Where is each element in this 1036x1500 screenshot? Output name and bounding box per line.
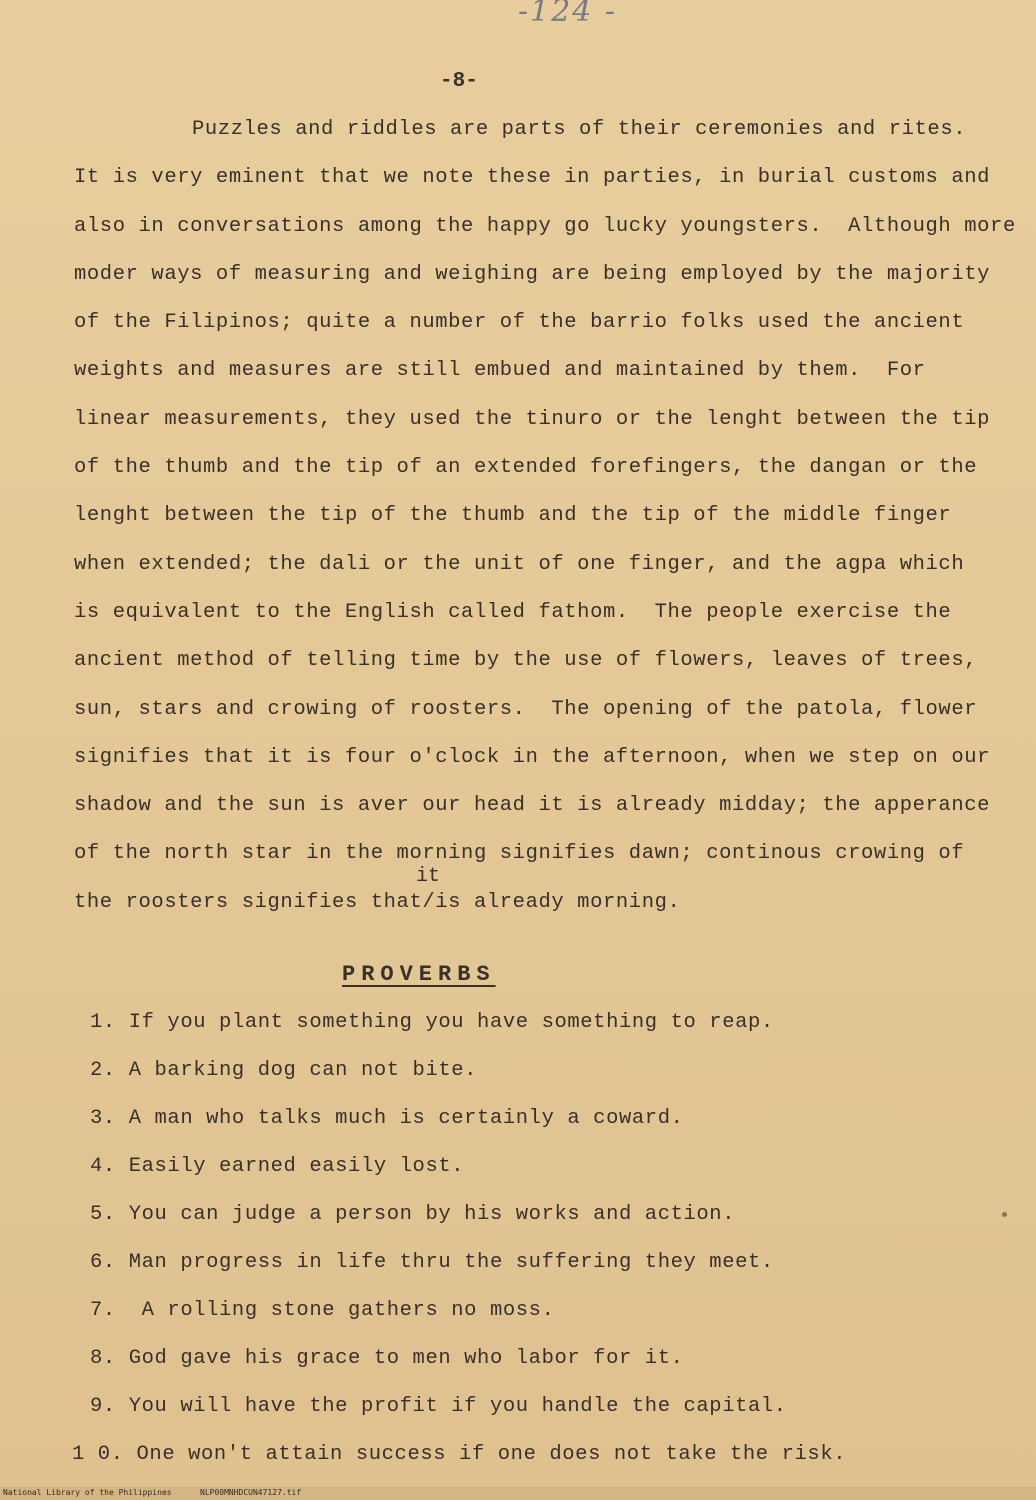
paragraph-line: of the north star in the morning signifies dawn; continous crowing of	[74, 842, 965, 866]
paragraph-line: Puzzles and riddles are parts of their ceremonies and rites.	[192, 118, 967, 141]
paragraph-line: linear measurements, they used the tinuro or the lenght between the tip	[74, 407, 991, 431]
proverb-item: 7. A rolling stone gathers no moss.	[90, 1299, 555, 1322]
proverb-item: 4. Easily earned easily lost.	[90, 1155, 465, 1178]
paragraph-line: is equivalent to the English called fathom. The people exercise the	[74, 600, 952, 624]
proverb-item: 2. A barking dog can not bite.	[90, 1059, 478, 1082]
paragraph-line: It is very eminent that we note these in parties, in burial customs and	[74, 166, 991, 190]
paper-speck	[1002, 1212, 1007, 1217]
paragraph-line: weights and measures are still embued and maintained by them. For	[74, 359, 926, 383]
proverb-item: 1. If you plant something you have something to reap.	[90, 1011, 774, 1034]
proverb-item: 8. God gave his grace to men who labor for it.	[90, 1347, 684, 1370]
library-credit: National Library of the Philippines	[3, 1488, 172, 1497]
body-paragraph	[74, 114, 1016, 935]
inserted-word: it	[416, 865, 441, 888]
proverbs-heading: PROVERBS	[342, 962, 496, 987]
proverb-item: 6. Man progress in life thru the suffering they meet.	[90, 1251, 774, 1274]
paragraph-line: also in conversations among the happy go lucky youngsters. Although more	[74, 214, 1016, 238]
handwritten-page-number: -124 -	[518, 0, 618, 29]
paragraph-line: moder ways of measuring and weighing are being employed by the majority	[74, 262, 991, 286]
paragraph-line: of the Filipinos; quite a number of the barrio folks used the ancient	[74, 311, 965, 335]
proverbs-list	[72, 1009, 847, 1489]
page-number: -8-	[440, 70, 478, 93]
paragraph-line: of the thumb and the tip of an extended forefingers, the dangan or the	[74, 456, 978, 480]
proverb-item: 3. A man who talks much is certainly a coward.	[90, 1107, 684, 1130]
proverb-item: 9. You will have the profit if you handle the capital.	[90, 1395, 787, 1418]
paragraph-line: sun, stars and crowing of roosters. The opening of the patola, flower	[74, 697, 978, 721]
paragraph-line: lenght between the tip of the thumb and the tip of the middle finger	[74, 504, 952, 528]
paragraph-line: shadow and the sun is aver our head it is already midday; the apperance	[74, 794, 991, 818]
file-id: NLP00MNHDCUN47127.tif	[200, 1488, 302, 1497]
paragraph-line: ancient method of telling time by the use of flowers, leaves of trees,	[74, 649, 978, 673]
proverb-item: 1 0. One won't attain success if one does not take the risk.	[72, 1443, 847, 1466]
paragraph-line: the roosters signifies that/is already morning.	[74, 890, 681, 914]
proverb-item: 5. You can judge a person by his works and action.	[90, 1203, 736, 1226]
paragraph-line: signifies that it is four o'clock in the afternoon, when we step on our	[74, 745, 991, 769]
paragraph-line: when extended; the dali or the unit of one finger, and the agpa which	[74, 552, 965, 576]
